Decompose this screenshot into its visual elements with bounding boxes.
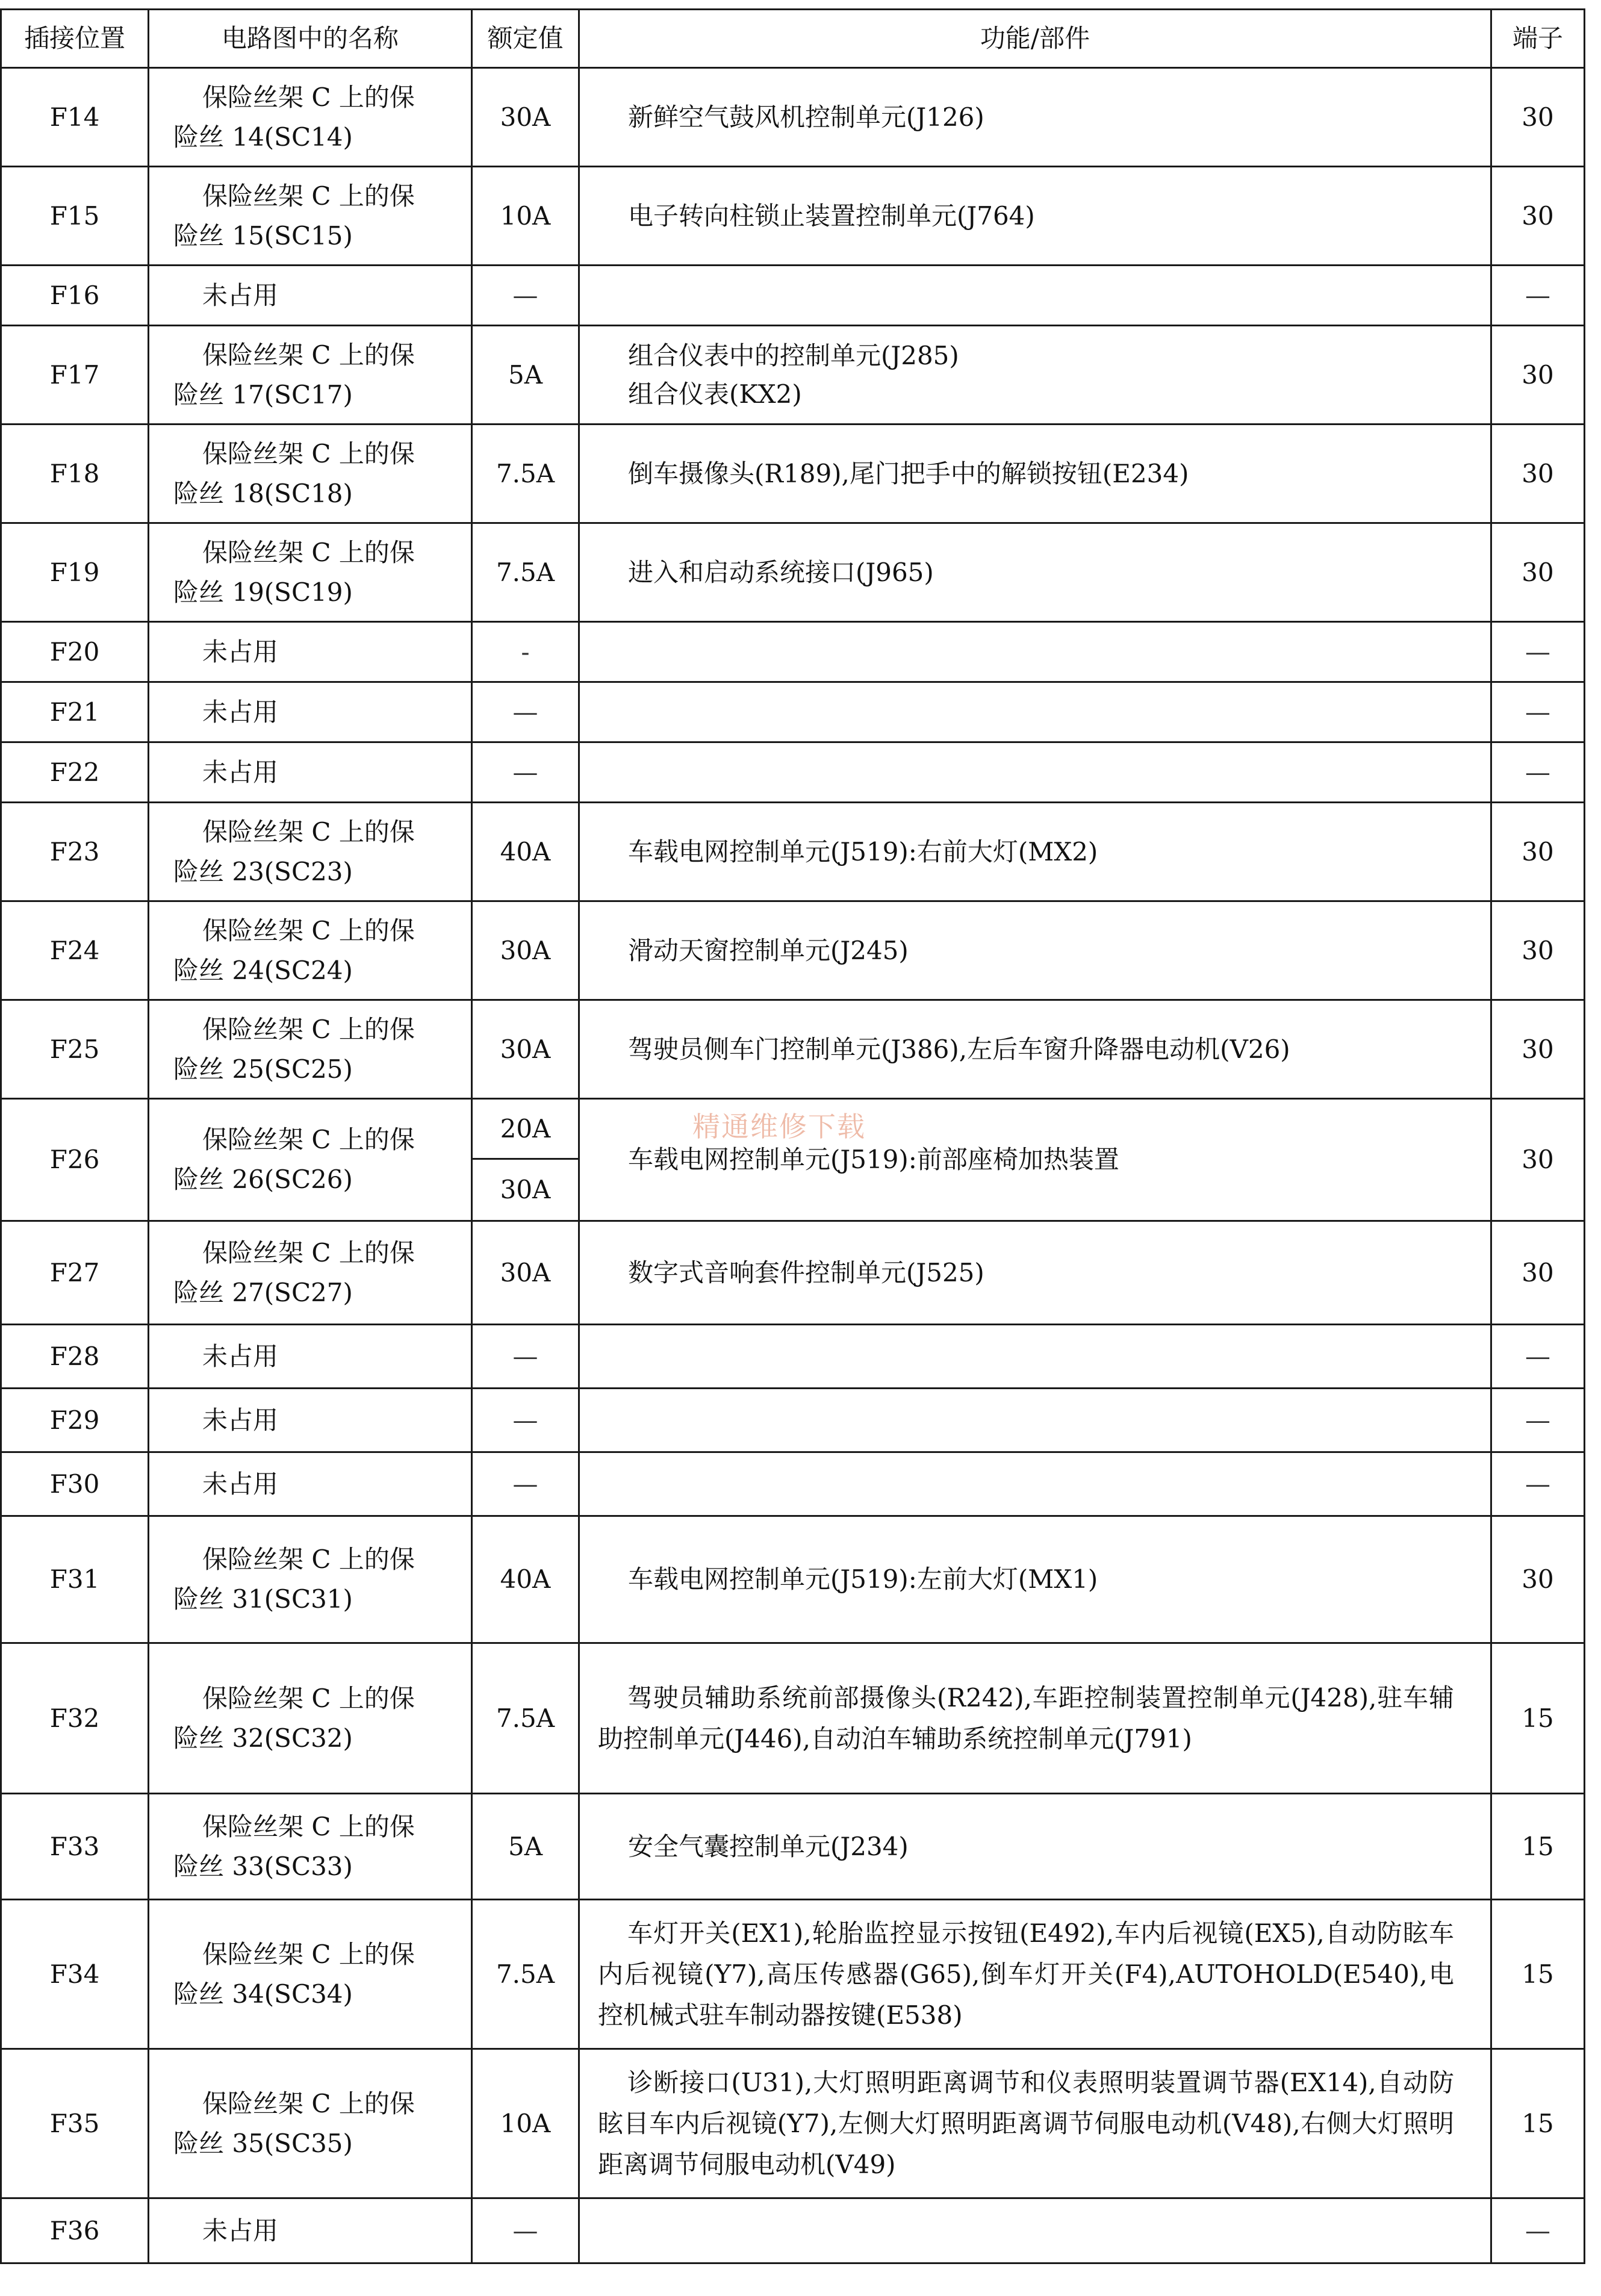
name-line: 保险丝架 C 上的保 xyxy=(202,915,415,945)
table-row xyxy=(1,2049,1585,2198)
name-cell xyxy=(149,1643,472,1794)
terminal-cell: — xyxy=(1491,2198,1585,2263)
terminal-cell: — xyxy=(1491,622,1585,682)
name-line: 险丝 25(SC25) xyxy=(173,1054,353,1084)
position-cell: F19 xyxy=(1,523,149,622)
rating-cell: — xyxy=(472,1325,579,1389)
rating-cell: 10A xyxy=(472,2049,579,2198)
position-cell: F20 xyxy=(1,622,149,682)
terminal-cell: 30 xyxy=(1491,803,1585,901)
name-cell xyxy=(149,523,472,622)
position-cell: F31 xyxy=(1,1516,149,1643)
name-cell xyxy=(149,266,472,326)
table-row xyxy=(1,523,1585,622)
rating-cell: 10A xyxy=(472,167,579,266)
table-row xyxy=(1,68,1585,167)
name-line: 险丝 17(SC17) xyxy=(173,379,353,409)
function-cell: 车载电网控制单元(J519):左前大灯(MX1) xyxy=(579,1516,1491,1643)
rating-cell: — xyxy=(472,2198,579,2263)
table-row xyxy=(1,167,1585,266)
terminal-cell: — xyxy=(1491,1325,1585,1389)
terminal-cell: 15 xyxy=(1491,2049,1585,2198)
function-cell xyxy=(579,1452,1491,1516)
name-line: 保险丝架 C 上的保 xyxy=(202,2088,415,2118)
table-row xyxy=(1,1452,1585,1516)
rating-cell: 30A xyxy=(472,901,579,1000)
name-line: 保险丝架 C 上的保 xyxy=(202,1811,415,1841)
function-cell: 倒车摄像头(R189),尾门把手中的解锁按钮(E234) xyxy=(579,425,1491,523)
terminal-cell: 30 xyxy=(1491,1516,1585,1643)
position-cell: F35 xyxy=(1,2049,149,2198)
table-row xyxy=(1,1000,1585,1099)
position-cell: F25 xyxy=(1,1000,149,1099)
name-line: 保险丝架 C 上的保 xyxy=(202,1545,415,1574)
function-cell: 数字式音响套件控制单元(J525) xyxy=(579,1221,1491,1325)
table-row xyxy=(1,1900,1585,2049)
function-cell xyxy=(579,742,1491,803)
position-cell: F33 xyxy=(1,1794,149,1900)
table-row xyxy=(1,901,1585,1000)
name-cell xyxy=(149,1389,472,1452)
rating-cell: - xyxy=(472,622,579,682)
position-cell: F36 xyxy=(1,2198,149,2263)
function-line: 组合仪表中的控制单元(J285) xyxy=(628,340,959,370)
position-cell: F16 xyxy=(1,266,149,326)
rating-cell: 7.5A xyxy=(472,1643,579,1794)
table-row xyxy=(1,1325,1585,1389)
name-cell xyxy=(149,1000,472,1099)
name-line: 未占用 xyxy=(202,636,279,667)
name-cell xyxy=(149,682,472,742)
name-line: 险丝 35(SC35) xyxy=(173,2128,353,2158)
position-cell: F26 xyxy=(1,1099,149,1221)
function-cell xyxy=(579,2198,1491,2263)
function-cell: 进入和启动系统接口(J965) xyxy=(579,523,1491,622)
rating-cell: 30A xyxy=(472,1159,579,1221)
watermark-text: 精通维修下载 xyxy=(692,1110,866,1143)
name-cell xyxy=(149,1221,472,1325)
name-cell xyxy=(149,167,472,266)
name-line: 险丝 33(SC33) xyxy=(173,1851,353,1881)
position-cell: F24 xyxy=(1,901,149,1000)
terminal-cell: — xyxy=(1491,742,1585,803)
terminal-cell: 30 xyxy=(1491,167,1585,266)
terminal-cell: 30 xyxy=(1491,1221,1585,1325)
name-line: 险丝 18(SC18) xyxy=(173,478,353,508)
function-cell xyxy=(579,266,1491,326)
function-cell xyxy=(579,1643,1491,1794)
function-cell: 滑动天窗控制单元(J245) xyxy=(579,901,1491,1000)
function-cell xyxy=(579,1900,1491,2049)
function-cell: 车载电网控制单元(J519):右前大灯(MX2) xyxy=(579,803,1491,901)
terminal-cell: 30 xyxy=(1491,1000,1585,1099)
name-line: 保险丝架 C 上的保 xyxy=(202,82,415,112)
position-cell: F28 xyxy=(1,1325,149,1389)
function-cell: 驾驶员侧车门控制单元(J386),左后车窗升降器电动机(V26) xyxy=(579,1000,1491,1099)
table-row xyxy=(1,803,1585,901)
function-cell: 安全气囊控制单元(J234) xyxy=(579,1794,1491,1900)
name-line: 未占用 xyxy=(202,280,279,310)
function-text: 诊断接口(U31),大灯照明距离调节和仪表照明装置调节器(EX14),自动防眩目车内后视镜(Y7),左侧大灯照明距离调节伺服电动机(V48),右侧大灯照明距离调节伺服电动机(V49) xyxy=(598,2067,1454,2179)
header-terminal: 端子 xyxy=(1491,10,1585,68)
name-line: 保险丝架 C 上的保 xyxy=(202,340,415,370)
name-line: 险丝 31(SC31) xyxy=(173,1584,353,1614)
position-cell: F23 xyxy=(1,803,149,901)
name-cell xyxy=(149,68,472,167)
position-cell: F29 xyxy=(1,1389,149,1452)
rating-cell: 30A xyxy=(472,1221,579,1325)
terminal-cell: — xyxy=(1491,682,1585,742)
table-row xyxy=(1,1389,1585,1452)
table-row xyxy=(1,266,1585,326)
table-header-row xyxy=(1,10,1585,68)
name-cell xyxy=(149,1099,472,1221)
table-row xyxy=(1,326,1585,425)
name-line: 未占用 xyxy=(202,1341,279,1371)
header-position: 插接位置 xyxy=(1,10,149,68)
position-cell: F27 xyxy=(1,1221,149,1325)
name-cell xyxy=(149,901,472,1000)
terminal-cell: 15 xyxy=(1491,1900,1585,2049)
rating-cell: 5A xyxy=(472,1794,579,1900)
terminal-cell: — xyxy=(1491,1389,1585,1452)
function-cell xyxy=(579,1325,1491,1389)
name-cell xyxy=(149,1900,472,2049)
name-line: 保险丝架 C 上的保 xyxy=(202,817,415,847)
position-cell: F21 xyxy=(1,682,149,742)
name-cell xyxy=(149,1794,472,1900)
name-line: 保险丝架 C 上的保 xyxy=(202,537,415,567)
rating-cell: 7.5A xyxy=(472,523,579,622)
rating-cell: — xyxy=(472,682,579,742)
rating-cell: 40A xyxy=(472,1516,579,1643)
header-name: 电路图中的名称 xyxy=(149,10,472,68)
table-row xyxy=(1,425,1585,523)
function-line: 组合仪表(KX2) xyxy=(628,379,802,409)
name-cell xyxy=(149,2198,472,2263)
name-line: 险丝 19(SC19) xyxy=(173,577,353,607)
terminal-cell: 30 xyxy=(1491,901,1585,1000)
name-line: 保险丝架 C 上的保 xyxy=(202,1939,415,1969)
function-cell xyxy=(579,326,1491,425)
name-line: 险丝 34(SC34) xyxy=(173,1979,353,2009)
table-row xyxy=(1,1516,1585,1643)
terminal-cell: 30 xyxy=(1491,326,1585,425)
terminal-cell: 15 xyxy=(1491,1794,1585,1900)
table-row xyxy=(1,1643,1585,1794)
name-line: 险丝 14(SC14) xyxy=(173,122,353,152)
terminal-cell: 30 xyxy=(1491,1099,1585,1221)
name-line: 保险丝架 C 上的保 xyxy=(202,1237,415,1268)
function-cell xyxy=(579,1389,1491,1452)
position-cell: F34 xyxy=(1,1900,149,2049)
rating-cell: — xyxy=(472,742,579,803)
function-text: 车灯开关(EX1),轮胎监控显示按钮(E492),车内后视镜(EX5),自动防眩车内后视镜(Y7),高压传感器(G65),倒车灯开关(F4),AUTOHOLD(E540),电控机械式驻车制动器按键(E538) xyxy=(598,1918,1454,2030)
name-line: 保险丝架 C 上的保 xyxy=(202,1125,415,1154)
terminal-cell: 30 xyxy=(1491,68,1585,167)
name-line: 未占用 xyxy=(202,697,279,727)
name-line: 未占用 xyxy=(202,757,279,787)
name-cell xyxy=(149,2049,472,2198)
name-cell xyxy=(149,803,472,901)
terminal-cell: — xyxy=(1491,1452,1585,1516)
name-cell xyxy=(149,1452,472,1516)
rating-cell: 5A xyxy=(472,326,579,425)
position-cell: F17 xyxy=(1,326,149,425)
function-cell: 车载电网控制单元(J519):前部座椅加热装置 xyxy=(579,1099,1491,1221)
name-line: 保险丝架 C 上的保 xyxy=(202,1683,415,1713)
function-text: 驾驶员辅助系统前部摄像头(R242),车距控制装置控制单元(J428),驻车辅助控制单元(J446),自动泊车辅助系统控制单元(J791) xyxy=(598,1682,1454,1753)
rating-cell: 30A xyxy=(472,68,579,167)
name-cell xyxy=(149,1325,472,1389)
name-line: 保险丝架 C 上的保 xyxy=(202,438,415,468)
rating-cell: 40A xyxy=(472,803,579,901)
rating-cell: 7.5A xyxy=(472,1900,579,2049)
rating-cell: 30A xyxy=(472,1000,579,1099)
function-cell xyxy=(579,622,1491,682)
name-cell xyxy=(149,326,472,425)
table-row xyxy=(1,622,1585,682)
name-cell xyxy=(149,622,472,682)
name-line: 险丝 27(SC27) xyxy=(173,1277,353,1307)
name-line: 险丝 15(SC15) xyxy=(173,220,353,250)
position-cell: F18 xyxy=(1,425,149,523)
table-row xyxy=(1,682,1585,742)
position-cell: F30 xyxy=(1,1452,149,1516)
table-row xyxy=(1,2198,1585,2263)
function-cell xyxy=(579,2049,1491,2198)
name-line: 险丝 24(SC24) xyxy=(173,955,353,985)
rating-cell: 7.5A xyxy=(472,425,579,523)
name-line: 险丝 23(SC23) xyxy=(173,856,353,886)
name-cell xyxy=(149,425,472,523)
name-line: 保险丝架 C 上的保 xyxy=(202,1014,415,1044)
name-line: 保险丝架 C 上的保 xyxy=(202,181,415,211)
table-row xyxy=(1,1221,1585,1325)
name-line: 未占用 xyxy=(202,1405,279,1435)
rating-cell: 20A xyxy=(472,1099,579,1159)
name-line: 未占用 xyxy=(202,2215,279,2245)
function-cell: 电子转向柱锁止装置控制单元(J764) xyxy=(579,167,1491,266)
header-rating: 额定值 xyxy=(472,10,579,68)
name-cell xyxy=(149,742,472,803)
name-line: 险丝 26(SC26) xyxy=(173,1165,353,1194)
rating-cell: — xyxy=(472,266,579,326)
position-cell: F32 xyxy=(1,1643,149,1794)
table-row xyxy=(1,1794,1585,1900)
header-function: 功能/部件 xyxy=(579,10,1491,68)
position-cell: F22 xyxy=(1,742,149,803)
rating-cell: — xyxy=(472,1452,579,1516)
position-cell: F15 xyxy=(1,167,149,266)
table-row xyxy=(1,742,1585,803)
terminal-cell: 30 xyxy=(1491,523,1585,622)
rating-cell: — xyxy=(472,1389,579,1452)
terminal-cell: 15 xyxy=(1491,1643,1585,1794)
name-cell xyxy=(149,1516,472,1643)
terminal-cell: 30 xyxy=(1491,425,1585,523)
function-cell xyxy=(579,682,1491,742)
terminal-cell: — xyxy=(1491,266,1585,326)
name-line: 未占用 xyxy=(202,1469,279,1499)
name-line: 险丝 32(SC32) xyxy=(173,1723,353,1753)
function-cell: 新鲜空气鼓风机控制单元(J126) xyxy=(579,68,1491,167)
position-cell: F14 xyxy=(1,68,149,167)
